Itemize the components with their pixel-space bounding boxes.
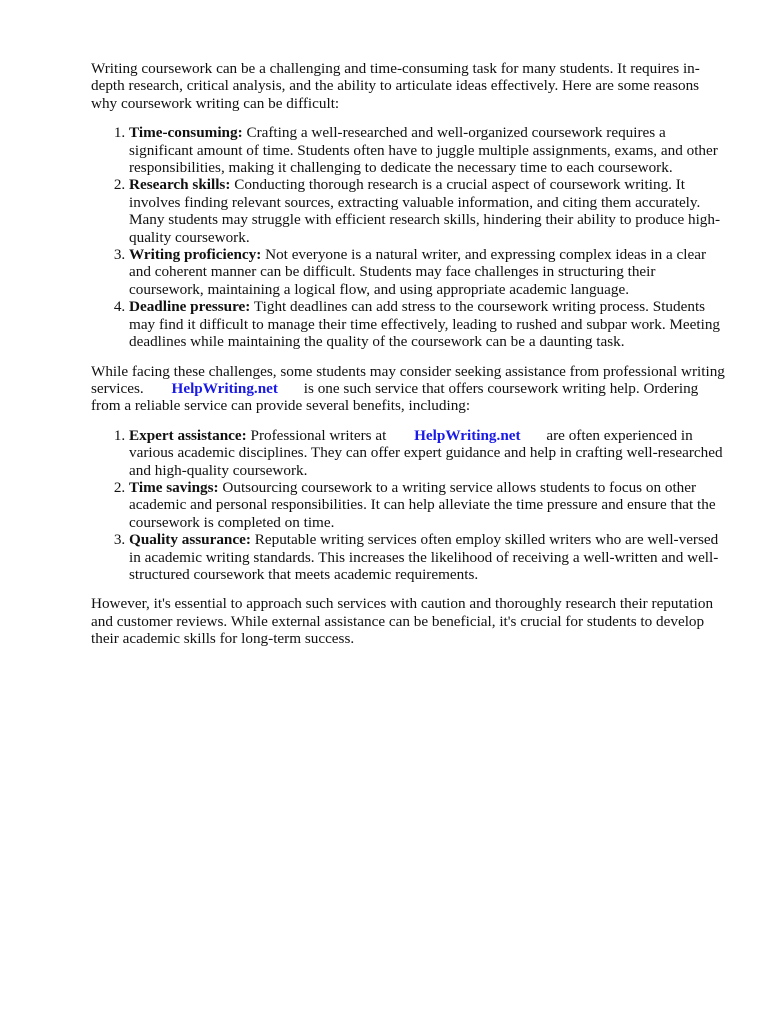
benefit-text: Outsourcing coursework to a writing service allows students to focus on other academic and personal responsibilities. It can help alleviate the time pressure and ensure that the coursework is completed on time.: [129, 478, 716, 531]
list-item: [129, 298, 726, 350]
benefit-term: Time savings:: [129, 478, 219, 496]
list-item: [129, 176, 726, 246]
service-paragraph: [91, 363, 726, 415]
benefit-term: Expert assistance:: [129, 426, 247, 444]
document-page: [91, 60, 726, 648]
benefit-text-before: Professional writers at: [250, 426, 387, 444]
list-item: [129, 124, 726, 176]
benefit-text-after: are often experienced in various academic disciplines. They can offer expert guidance and help in crafting well-researched and high-quality coursework.: [129, 426, 723, 479]
list-item: [129, 427, 726, 479]
list-item: [129, 246, 726, 298]
service-text-before: While facing these challenges, some students may consider seeking assistance from professional writing services.: [91, 362, 725, 397]
reason-term: Deadline pressure:: [129, 298, 251, 316]
reason-text: Not everyone is a natural writer, and expressing complex ideas in a clear and coherent manner can be difficult. Students may face challenges in structuring their coursework, maintaining a logical flow, and using appropriate academic language.: [129, 246, 707, 298]
service-text-after: is one such service that offers coursework writing help. Ordering from a reliable service can provide several benefits, including:: [91, 379, 699, 415]
list-item: [129, 479, 726, 531]
reason-term: Research skills:: [129, 176, 231, 194]
intro-paragraph: Writing coursework can be a challenging and time-consuming task for many students. It requires in-depth research, critical analysis, and the ability to articulate ideas effectively. Here are some reasons why coursework writing can be difficult:: [91, 60, 700, 112]
reasons-list: [91, 124, 726, 350]
reason-term: Time-consuming:: [129, 124, 243, 142]
benefit-text: Reputable writing services often employ skilled writers who are well-versed in academic writing standards. This increases the likelihood of receiving a well-written and well-structured coursework that meets academic requirements.: [129, 531, 719, 583]
helpwriting-link[interactable]: HelpWriting.net: [414, 426, 521, 444]
benefit-term: Quality assurance:: [129, 531, 251, 549]
reason-text: Tight deadlines can add stress to the coursework writing process. Students may find it difficult to manage their time effectively, leading to rushed and subpar work. Meeting deadlines while maintaining the quality of the coursework can be a daunting task.: [129, 298, 721, 351]
list-item: [129, 531, 726, 583]
reason-term: Writing proficiency:: [129, 246, 262, 264]
benefits-list: [91, 427, 726, 584]
helpwriting-link[interactable]: HelpWriting.net: [171, 379, 278, 397]
conclusion-paragraph: However, it's essential to approach such services with caution and thoroughly research their reputation and customer reviews. While external assistance can be beneficial, it's crucial for students to develop their academic skills for long-term success.: [91, 595, 714, 648]
reason-text: Conducting thorough research is a crucial aspect of coursework writing. It involves finding relevant sources, extracting valuable information, and citing them accurately. Many students may struggle with efficient research skills, hindering their ability to produce high-quality coursework.: [129, 176, 721, 246]
reason-text: Crafting a well-researched and well-organized coursework requires a significant amount of time. Students often have to juggle multiple assignments, exams, and other responsibilities, making it challenging to dedicate the necessary time to each coursework.: [129, 124, 718, 177]
